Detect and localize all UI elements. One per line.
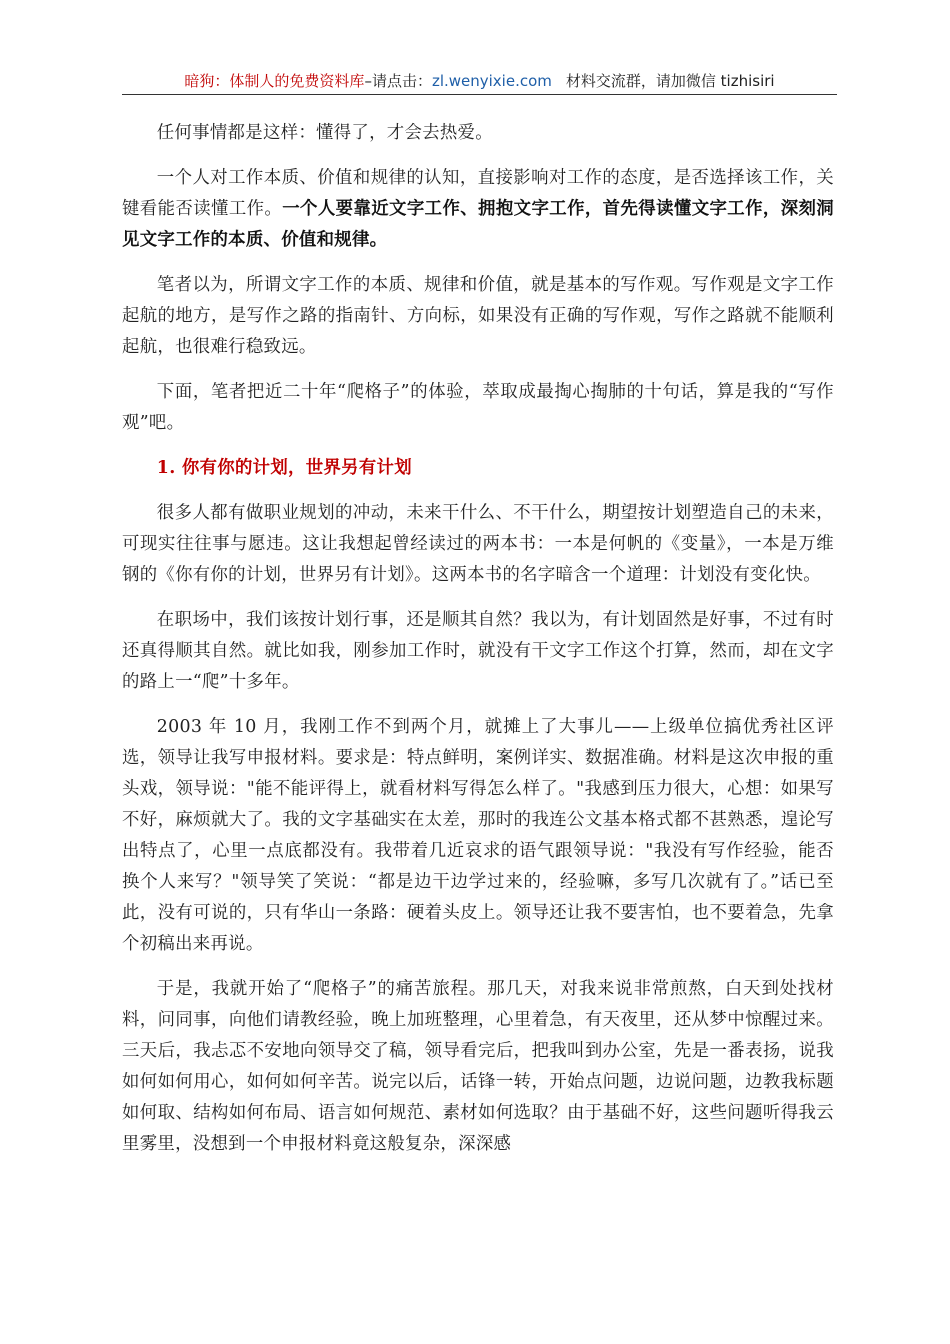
paragraph-text: 下面，笔者把近二十年“爬格子”的体验，萃取成最掏心掏肺的十句话，算是我的“写作观”吧。 [122,382,834,433]
paragraph-intro [122,118,834,149]
paragraph-workplace: 在职场中，我们该按计划行事，还是顺其自然？我以为，有计划固然是好事，不过有时还真得顺其自然。就比如我，刚参加工作时，就没有干文字工作这个打算，然而，却在文字的路上一“爬”十多年。 [122,610,834,692]
paragraph-text: 笔者以为，所谓文字工作的本质、规律和价值，就是基本的写作观。写作观是文字工作起航的地方，是写作之路的指南针、方向标，如果没有正确的写作观，写作之路就不能顺利起航，也很难行稳致远。 [122,275,834,357]
header-url-link[interactable]: zl.wenyixie.com [431,72,552,90]
page-header [122,68,837,95]
paragraph-bold-emphasis: 一个人要靠近文字工作、拥抱文字工作，首先得读懂文字工作，深刻洞见文字工作的本质、价值和规律。 [122,199,835,250]
header-click-prefix: –请点击： [364,72,432,90]
paragraph-ten-sentences [122,377,834,439]
paragraph-work-essence [122,163,834,256]
header-wechat-note: 材料交流群，请加微信 tizhisiri [565,72,775,90]
paragraph-career-plan: 很多人都有做职业规划的冲动，未来干什么、不干什么，期望按计划塑造自己的未来，可现实往往事与愿违。这让我想起曾经读过的两本书：一本是何帆的《变量》，一本是万维钢的《你有你的计划，世界另有计划》。这两本书的名字暗含一个道理：计划没有变化快。 [122,503,834,585]
paragraph-text: 任何事情都是这样：懂得了，才会去热爱。 [156,123,493,143]
header-brand: 暗狗：体制人的免费资料库 [184,72,365,90]
paragraph-writing-view [122,270,834,363]
paragraph-2003-story: 2003 年 10 月，我刚工作不到两个月，就摊上了大事儿——上级单位搞优秀社区评选，领导让我写申报材料。要求是：特点鲜明，案例详实、数据准确。材料是这次申报的重头戏，领导说："能不能评得上，就看材料写得怎么样了。"我感到压力很大，心想：如果写不好，麻烦就大了。我的文字基础实在太差，那时的我连公文基本格式都不甚熟悉，遑论写出特点了，心里一点底都没有。我带着几近哀求的语气跟领导说："我没有写作经验，能否换个人来写？"领导笑了笑说：“都是边干边学过来的，经验嘛，多写几次就有了。”话已至此，没有可说的，只有华山一条路：硬着头皮上。领导还让我不要害怕，也不要着急，先拿个初稿出来再说。 [122,717,834,954]
paragraph-text: 一个人对工作本质、价值和规律的认知，直接影响对工作的态度，是否选择该工作，关键看能否读懂工作。 [122,168,834,219]
paragraph-writing-journey: 于是，我就开始了“爬格子”的痛苦旅程。那几天，对我来说非常煎熬，白天到处找材料，问同事，向他们请教经验，晚上加班整理，心里着急，有天夜里，还从梦中惊醒过来。三天后，我忐忑不安地向领导交了稿，领导看完后，把我叫到办公室，先是一番表扬，说我如何如何用心，如何如何辛苦。说完以后，话锋一转，开始点问题，边说问题，边教我标题如何取、结构如何布局、语言如何规范、素材如何选取？由于基础不好，这些问题听得我云里雾里，没想到一个申报材料竟这般复杂，深深感 [122,979,834,1154]
section-heading: 1. 你有你的计划，世界另有计划 [156,458,412,478]
document-body [122,118,834,1174]
